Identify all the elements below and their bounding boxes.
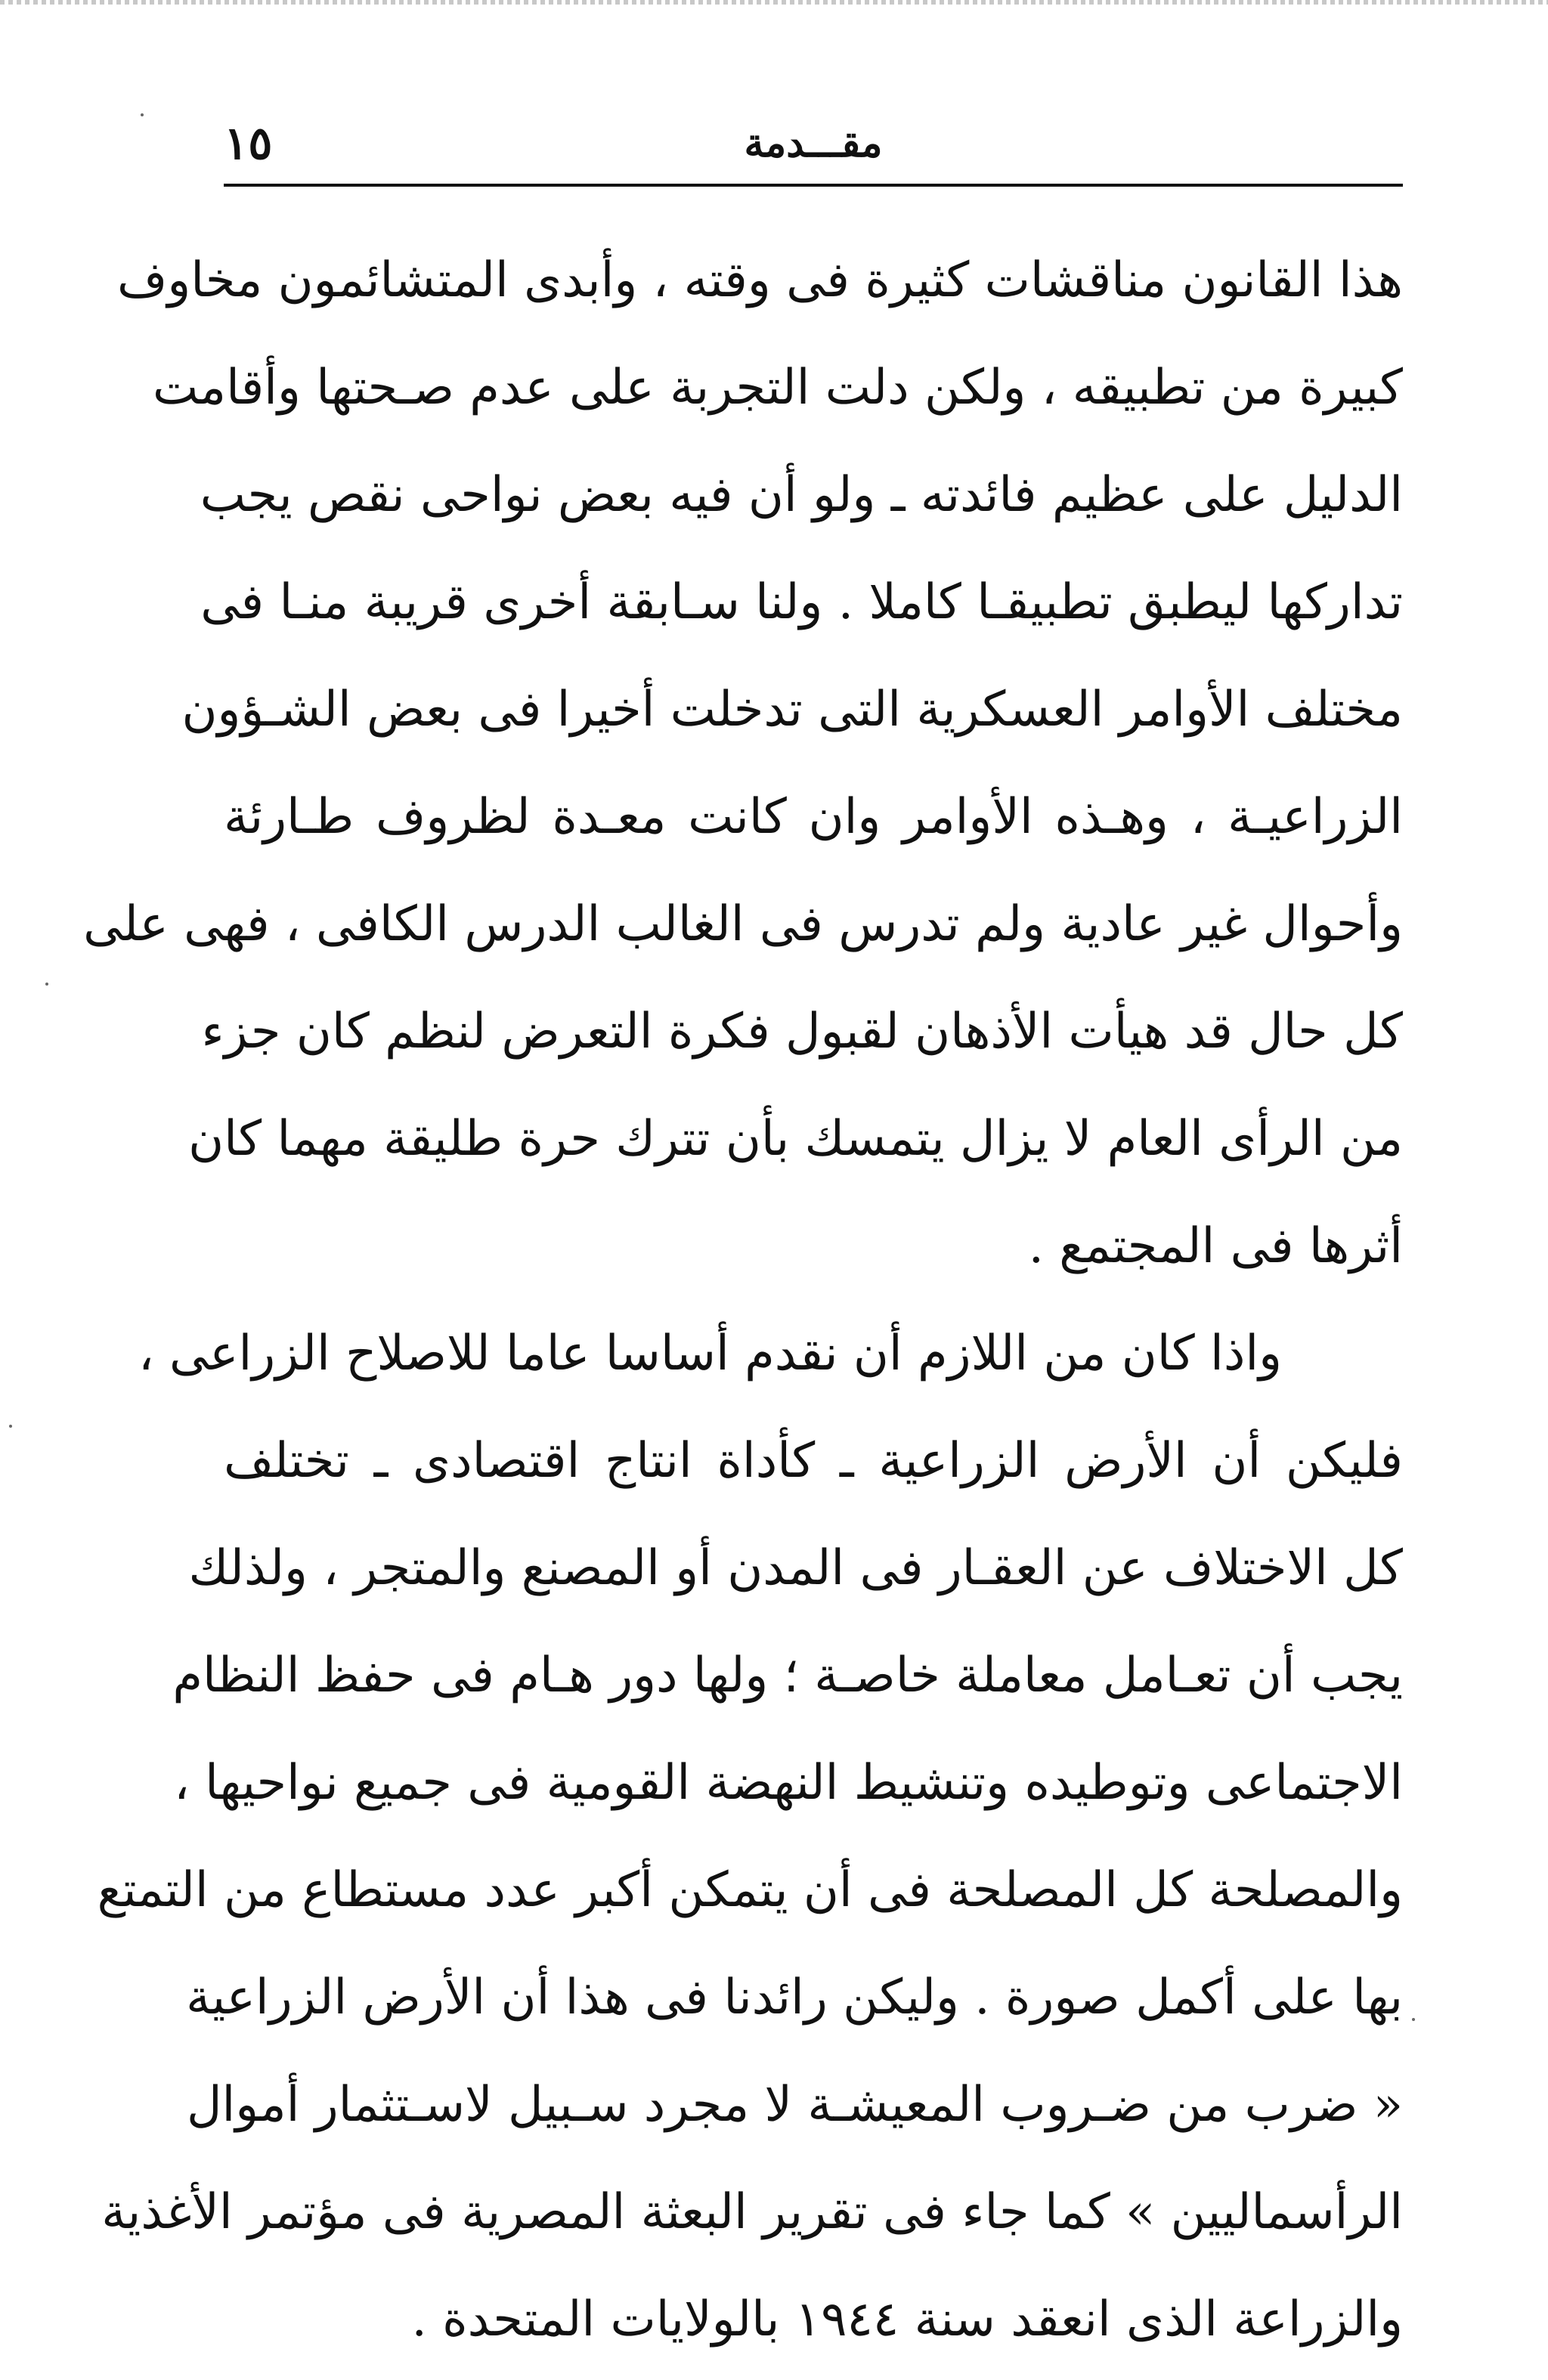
text-line: هذا القانون مناقشات كثيرة فى وقته ، وأبدى المتشائمون مخاوف xyxy=(116,252,1403,308)
text-line: فليكن أن الأرض الزراعية ـ كأداة انتاج اقتصادى ـ تختلف xyxy=(224,1433,1404,1489)
text-line: تداركها ليطبق تطبيقـا كاملا . ولنا سـابقة أخرى قريبة منـا فى xyxy=(200,574,1403,630)
text-line: وأحوال غير عادية ولم تدرس فى الغالب الدرس الكافى ، فهى على xyxy=(83,896,1403,952)
text-line: يجب أن تعـامل معاملة خاصـة ؛ ولها دور هـام فى حفظ النظام xyxy=(172,1648,1403,1704)
text-line: كل حال قد هيأت الأذهان لقبول فكرة التعرض لنظم كان جزء xyxy=(201,1004,1403,1060)
text-line: « ضرب من ضـروب المعيشـة لا مجرد سـبيل لاسـتثمار أموال xyxy=(186,2077,1403,2133)
page-header xyxy=(224,113,1403,189)
text-line: بها على أكمل صورة . وليكن رائدنا فى هذا أن الأرض الزراعية xyxy=(186,1970,1403,2026)
scan-speck xyxy=(141,113,144,116)
text-line: والزراعة الذى انعقد سنة ١٩٤٤ بالولايات المتحدة . xyxy=(411,2292,1403,2348)
scan-speck xyxy=(9,1425,12,1428)
scan-top-edge xyxy=(0,0,1548,5)
text-line: أثرها فى المجتمع . xyxy=(1028,1218,1403,1274)
running-title: مقـــدمة xyxy=(744,120,883,166)
text-line: كل الاختلاف عن العقـار فى المدن أو المصنع والمتجر ، ولذلك xyxy=(188,1540,1403,1596)
paragraph-1 xyxy=(83,227,1403,1300)
text-line: مختلف الأوامر العسكرية التى تدخلت أخيرا فى بعض الشـؤون xyxy=(181,682,1403,738)
text-line: كبيرة من تطبيقه ، ولكن دلت التجربة على عدم صـحتها وأقامت xyxy=(152,360,1403,416)
paragraph-2 xyxy=(97,1300,1404,2373)
text-line: الزراعيـة ، وهـذه الأوامر وان كانت معـدة لظروف طـارئة xyxy=(224,789,1403,845)
scan-speck xyxy=(45,983,48,986)
text-line: الدليل على عظيم فائدته ـ ولو أن فيه بعض نواحى نقص يجب xyxy=(200,467,1403,523)
text-line: من الرأى العام لا يزال يتمسك بأن تترك حرة طليقة مهما كان xyxy=(188,1111,1403,1167)
text-line: الرأسماليين » كما جاء فى تقرير البعثة المصرية فى مؤتمر الأغذية xyxy=(101,2184,1403,2240)
text-line: واذا كان من اللازم أن نقدم أساسا عاما للاصلاح الزراعى ، xyxy=(138,1326,1282,1382)
body-text xyxy=(83,227,1404,2373)
text-line: الاجتماعى وتوطيده وتنشيط النهضة القومية فى جميع نواحيها ، xyxy=(174,1755,1403,1811)
header-rule xyxy=(224,184,1403,187)
scan-speck xyxy=(1412,2018,1415,2021)
page-number: ١٥ xyxy=(224,117,273,170)
text-line: والمصلحة كل المصلحة فى أن يتمكن أكبر عدد مستطاع من التمتع xyxy=(97,1862,1403,1918)
